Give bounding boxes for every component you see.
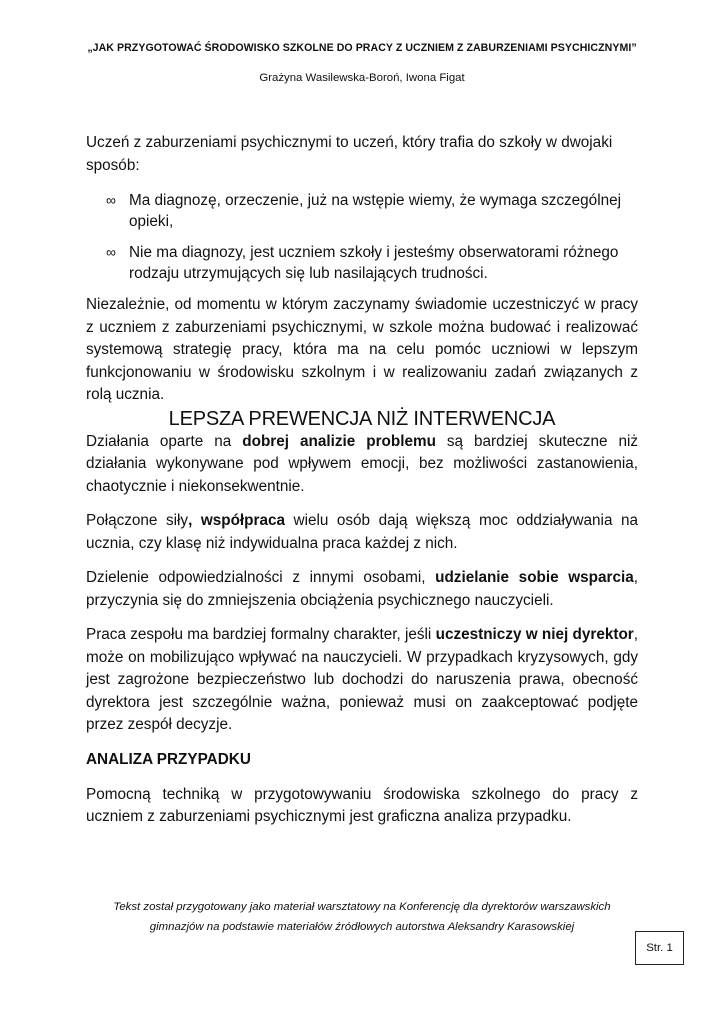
footer-line-2: gimnazjów na podstawie materiałów źródłowych autorstwa Aleksandry Karasowskiej — [149, 921, 575, 933]
text-run: wielu osób dają większą moc oddziaływania na ucznia, czy klasę niż indywidualna praca każdej z nich. — [86, 512, 638, 552]
text-run: Dzielenie odpowiedzialności z innymi osobami, — [86, 569, 436, 586]
list-item-text: Nie ma diagnozy, jest uczniem szkoły i jesteśmy obserwatorami różnego rodzaju utrzymujących się lub nasilających trudności. — [129, 244, 619, 282]
intro-line-2: sposób: — [86, 157, 140, 174]
bold-text: uczestniczy w niej dyrektor — [435, 626, 634, 643]
paragraph-analysis — [86, 431, 638, 499]
bold-text: , współpraca — [188, 512, 285, 529]
text-run: Działania oparte na — [86, 432, 243, 450]
paragraph-support — [86, 567, 638, 612]
paragraph-cooperation — [86, 510, 638, 555]
document-body — [86, 131, 638, 841]
document-footer — [60, 897, 664, 937]
text-run: są bardziej skuteczne niż działania wykonywane pod wpływem emocji, bez możliwości zastanowienia, chaotycznie i niekonsekwentnie. — [86, 432, 638, 495]
list-item — [86, 190, 638, 232]
intro-paragraph — [86, 131, 638, 177]
document-authors: Grażyna Wasilewska-Boroń, Iwona Figat — [259, 72, 465, 84]
paragraph-technique: Pomocną techniką w przygotowywaniu środowiska szkolnego do pracy z uczniem z zaburzeniami psychicznymi jest graficzna analiza przypadku. — [86, 785, 638, 825]
bold-text: udzielanie sobie wsparcia — [435, 569, 634, 586]
document-header-title: „JAK PRZYGOTOWAĆ ŚRODOWISKO SZKOLNE DO PRACY Z UCZNIEM Z ZABURZENIAMI PSYCHICZNYMI” — [87, 42, 637, 54]
infinity-bullet-icon: ∞ — [106, 192, 116, 208]
list-item — [86, 242, 638, 284]
intro-line-1: Uczeń z zaburzeniami psychicznymi to uczeń, który trafia do szkoły w dwojaki — [86, 134, 613, 151]
text-run: , może on mobilizująco wpływać na nauczycieli. W przypadkach kryzysowych, gdy jest zagrożone bezpieczeństwo lub dochodzi do naruszenia prawa, obecność dyrektora jest szczególnie ważna, ponieważ musi on zaakceptować podjęte przez zespół decyzje. — [86, 626, 639, 733]
infinity-bullet-icon: ∞ — [106, 244, 116, 260]
text-run: Praca zespołu ma bardziej formalny charakter, jeśli — [86, 626, 436, 643]
bold-text: dobrej analizie problemu — [242, 432, 436, 450]
text-run: Połączone siły — [86, 512, 189, 529]
paragraph-director — [86, 624, 638, 737]
section-heading: LEPSZA PREWENCJA NIŻ INTERWENCJA — [168, 407, 556, 430]
text-run: , przyczynia się do zmniejszenia obciążenia psychicznego nauczycieli. — [86, 569, 638, 609]
bullet-list — [86, 190, 638, 284]
subheading-case-analysis: ANALIZA PRZYPADKU — [86, 750, 251, 768]
paragraph-strategy: Niezależnie, od momentu w którym zaczynamy świadomie uczestniczyć w pracy z uczniem z zaburzeniami psychicznymi, w szkole można budować i realizować systemową strategię pracy, która ma na celu pomóc uczniowi w lepszym funkcjonowaniu w środowisku szkolnym i w realizowaniu zadań związanych z rolą ucznia. — [86, 296, 638, 403]
footer-line-1: Tekst został przygotowany jako materiał warsztatowy na Konferencję dla dyrektorów warszawskich — [113, 901, 611, 913]
page-number-box: Str. 1 — [635, 931, 684, 965]
list-item-text: Ma diagnozę, orzeczenie, już na wstępie wiemy, że wymaga szczególnej opieki, — [129, 192, 622, 230]
